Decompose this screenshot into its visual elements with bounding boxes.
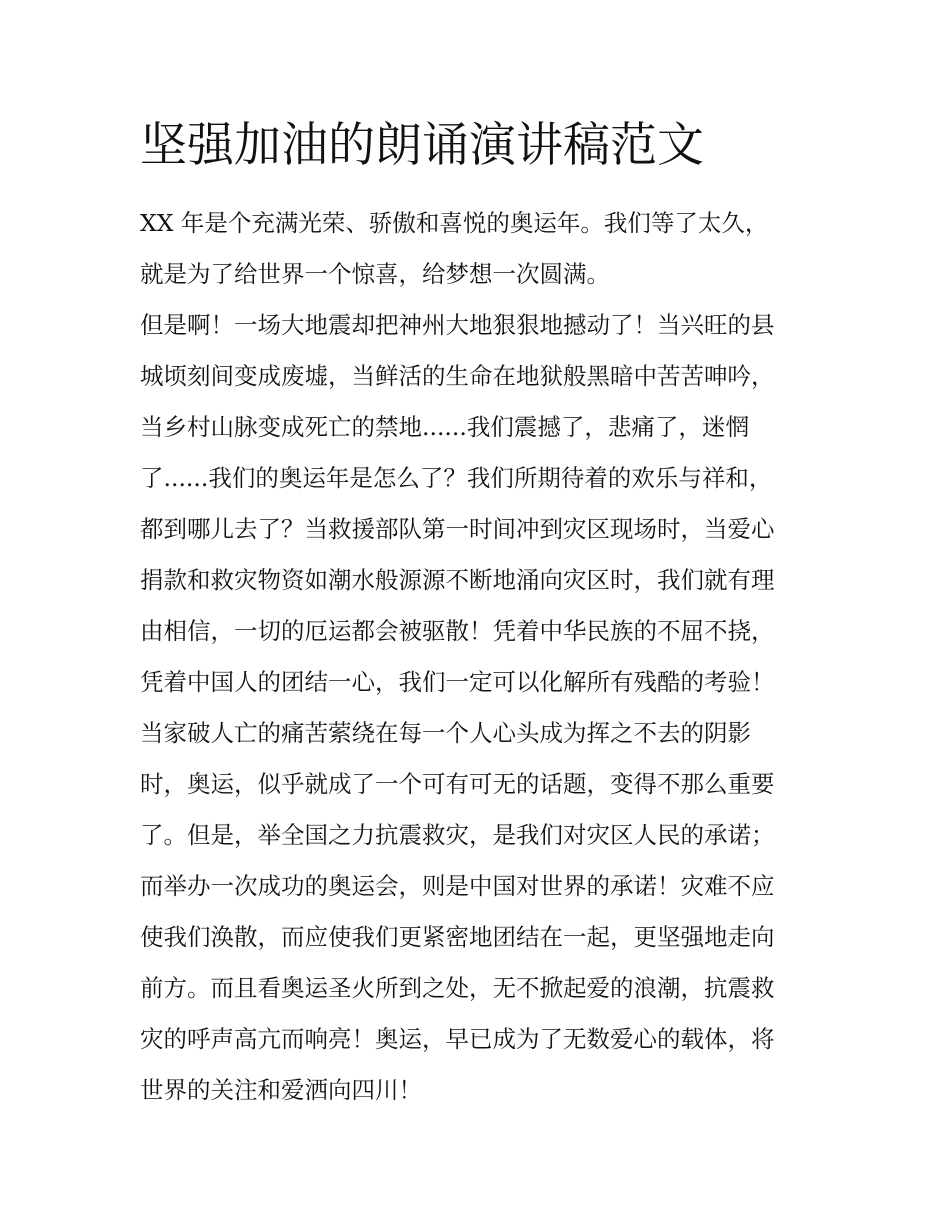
body-line: 都到哪儿去了？当救援部队第一时间冲到灾区现场时，当爱心 bbox=[140, 515, 775, 543]
body-line: 灾的呼声高亢而响亮！奥运，早已成为了无数爱心的载体，将 bbox=[140, 1025, 775, 1053]
body-line: 由相信，一切的厄运都会被驱散！凭着中华民族的不屈不挠， bbox=[140, 617, 775, 645]
body-line: XX 年是个充满光荣、骄傲和喜悦的奥运年。我们等了太久， bbox=[140, 209, 769, 237]
body-line: 捐款和救灾物资如潮水般源源不断地涌向灾区时，我们就有理 bbox=[140, 566, 775, 594]
document-title: 坚强加油的朗诵演讲稿范文 bbox=[140, 118, 704, 173]
body-line: 而举办一次成功的奥运会，则是中国对世界的承诺！灾难不应 bbox=[140, 872, 775, 900]
body-line: 凭着中国人的团结一心，我们一定可以化解所有残酷的考验！ bbox=[140, 668, 775, 696]
body-line: 当乡村山脉变成死亡的禁地......我们震撼了，悲痛了，迷惘 bbox=[140, 413, 749, 441]
body-line: 就是为了给世界一个惊喜，给梦想一次圆满。 bbox=[140, 260, 610, 288]
body-line: 前方。而且看奥运圣火所到之处，无不掀起爱的浪潮，抗震救 bbox=[140, 974, 775, 1002]
body-line: 城顷刻间变成废墟，当鲜活的生命在地狱般黑暗中苦苦呻吟， bbox=[140, 362, 775, 390]
document-body bbox=[140, 198, 820, 1116]
body-line: 世界的关注和爱洒向四川！ bbox=[140, 1076, 422, 1104]
body-line: 但是啊！一场大地震却把神州大地狠狠地撼动了！当兴旺的县 bbox=[140, 311, 775, 339]
body-line: 了......我们的奥运年是怎么了？我们所期待着的欢乐与祥和， bbox=[140, 464, 773, 492]
body-line: 时，奥运，似乎就成了一个可有可无的话题，变得不那么重要 bbox=[140, 770, 775, 798]
body-line: 使我们涣散，而应使我们更紧密地团结在一起，更坚强地走向 bbox=[140, 923, 775, 951]
body-line: 了。但是，举全国之力抗震救灾，是我们对灾区人民的承诺； bbox=[140, 821, 775, 849]
body-line: 当家破人亡的痛苦萦绕在每一个人心头成为挥之不去的阴影 bbox=[140, 719, 751, 747]
